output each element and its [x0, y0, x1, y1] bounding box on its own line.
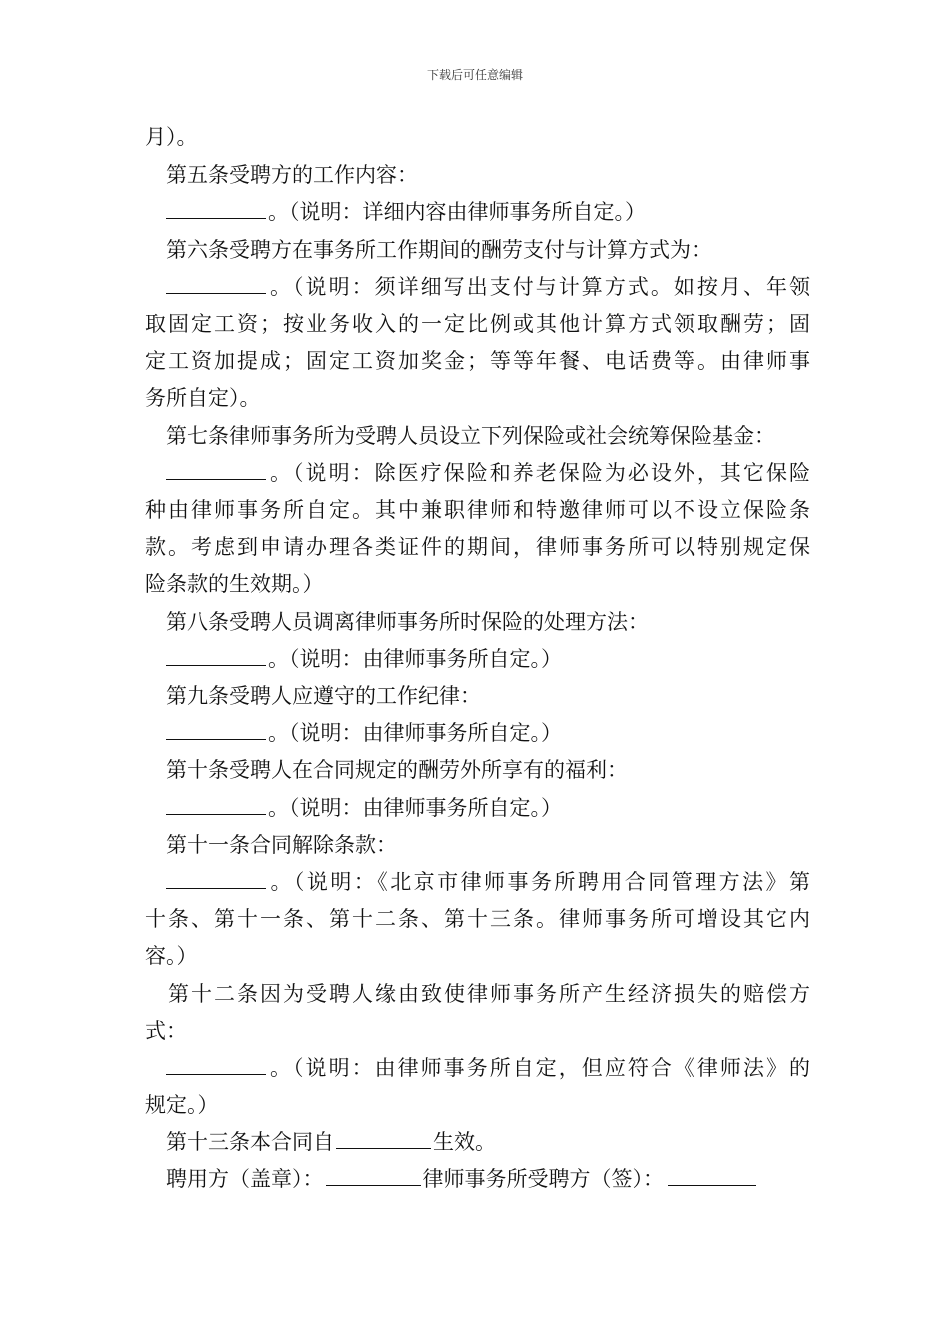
fill-blank[interactable]	[166, 870, 266, 889]
article-9-title	[166, 683, 810, 709]
article-12-title	[168, 981, 810, 1007]
line-text: 第十条受聘人在合同规定的酬劳外所享有的福利：	[166, 758, 628, 782]
line-text: 第八条受聘人员调离律师事务所时保险的处理方法：	[166, 610, 649, 634]
article-7-title	[166, 423, 810, 449]
line-text: 第五条受聘方的工作内容：	[166, 163, 418, 187]
line-text: 。（说明：《北京市律师事务所聘用合同管理方法》第	[268, 870, 810, 894]
line-text: 。（说明：须详细写出支付与计算方式。如按月、年领	[268, 275, 810, 299]
article-11-content	[166, 869, 810, 895]
text-line	[145, 534, 810, 560]
line-text: 第九条受聘人应遵守的工作纪律：	[166, 684, 481, 708]
line-text: 取固定工资；按业务收入的一定比例或其他计算方式领取酬劳；固	[145, 312, 810, 336]
line-text: 式：	[145, 1019, 187, 1043]
signature-line	[166, 1166, 810, 1192]
line-text: 规定。）	[145, 1093, 219, 1117]
line-text: 定工资加提成；固定工资加奖金；等等年餐、电话费等。由律师事	[145, 349, 810, 373]
text-line	[145, 943, 810, 969]
article-8-content	[166, 646, 810, 672]
line-text: 。（说明：除医疗保险和养老保险为必设外，其它保险	[268, 461, 810, 485]
fill-blank[interactable]	[166, 1056, 266, 1075]
fill-blank[interactable]	[166, 721, 266, 740]
article-7-content	[166, 460, 810, 486]
article-6-content	[166, 274, 810, 300]
line-text: 种由律师事务所自定。其中兼职律师和特邀律师可以不设立保险条	[145, 498, 810, 522]
line-text: 生效。	[433, 1130, 496, 1154]
article-13	[166, 1129, 810, 1155]
text-line	[145, 124, 810, 150]
text-line	[145, 1092, 810, 1118]
employer-seal-blank[interactable]	[326, 1167, 421, 1186]
text-line	[145, 571, 810, 597]
article-10-content	[166, 795, 810, 821]
line-text: 。（说明：由律师事务所自定。）	[268, 796, 562, 820]
line-text: 款。考虑到申请办理各类证件的期间，律师事务所可以特别规定保	[145, 535, 810, 559]
article-12-content	[166, 1055, 810, 1081]
employee-label: 律师事务所受聘方（签）：	[422, 1167, 664, 1191]
line-text: 第十三条本合同自	[166, 1130, 334, 1154]
line-text: 第十一条合同解除条款：	[166, 833, 397, 857]
fill-blank[interactable]	[166, 647, 266, 666]
line-text: 第六条受聘方在事务所工作期间的酬劳支付与计算方式为：	[166, 238, 712, 262]
line-text: 。（说明：由律师事务所自定。）	[268, 647, 562, 671]
page-header: 下载后可任意编辑	[426, 68, 523, 82]
employer-label: 聘用方（盖章）：	[166, 1167, 324, 1191]
article-5-title	[166, 162, 810, 188]
line-text: 。（说明：由律师事务所自定。）	[268, 721, 562, 745]
article-8-title	[166, 609, 810, 635]
line-text: 月）。	[145, 125, 198, 149]
line-text: 第十二条因为受聘人缘由致使律师事务所产生经济损失的赔偿方	[168, 982, 810, 1006]
line-text: 容。）	[145, 944, 198, 968]
text-line	[145, 1018, 810, 1044]
article-11-title	[166, 832, 810, 858]
text-line	[145, 906, 810, 932]
line-text: 十条、第十一条、第十二条、第十三条。律师事务所可增设其它内	[145, 907, 810, 931]
line-text: 第七条律师事务所为受聘人员设立下列保险或社会统筹保险基金：	[166, 424, 775, 448]
text-line	[145, 311, 810, 337]
article-6-title	[166, 237, 810, 263]
employee-sign-blank[interactable]	[668, 1167, 756, 1186]
fill-blank[interactable]	[336, 1130, 431, 1149]
line-text: 。（说明：由律师事务所自定，但应符合《律师法》的	[268, 1056, 810, 1080]
article-10-title	[166, 757, 810, 783]
fill-blank[interactable]	[166, 200, 266, 219]
fill-blank[interactable]	[166, 275, 266, 294]
line-text: 险条款的生效期。）	[145, 572, 324, 596]
line-text: 。（说明：详细内容由律师事务所自定。）	[268, 200, 646, 224]
text-line	[145, 385, 810, 411]
text-line	[145, 348, 810, 374]
line-text: 务所自定）。	[145, 386, 261, 410]
article-9-content	[166, 720, 810, 746]
fill-blank[interactable]	[166, 796, 266, 815]
text-line	[145, 497, 810, 523]
fill-blank[interactable]	[166, 461, 266, 480]
article-5-content	[166, 199, 810, 225]
